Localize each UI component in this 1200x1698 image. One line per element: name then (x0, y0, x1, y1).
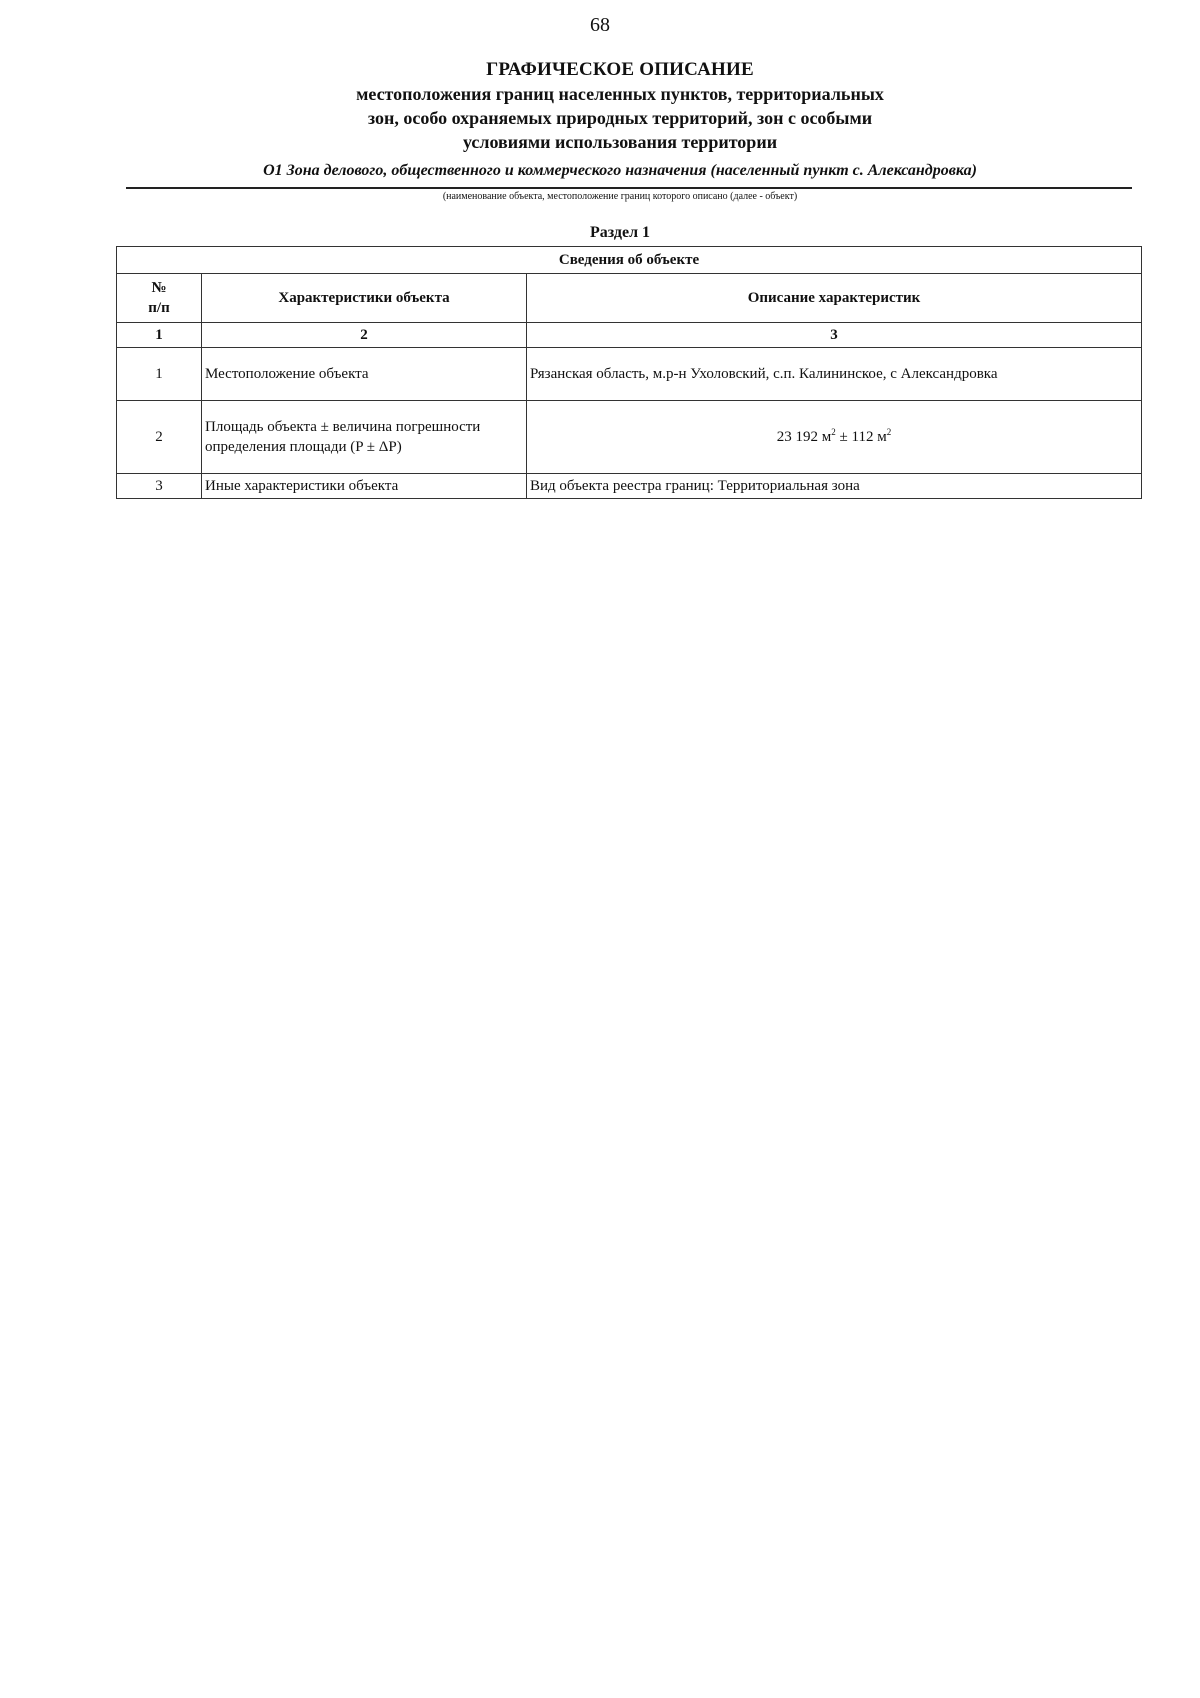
object-name: О1 Зона делового, общественного и коммерческого назначения (населенный пункт с. Александровка) (263, 162, 977, 179)
table-caption: Сведения об объекте (117, 247, 1142, 274)
error-unit-power: 2 (886, 427, 892, 437)
area-plus-minus: ± (835, 429, 852, 445)
row-number: 2 (117, 401, 202, 474)
object-caption: (наименование объекта, местоположение границ которого описано (далее - объект) (442, 191, 798, 202)
header-description: Описание характеристик (527, 274, 1142, 323)
title-block (120, 58, 1120, 154)
header-characteristics: Характеристики объекта (202, 274, 527, 323)
object-info-table (116, 246, 1142, 499)
row-characteristic: Иные характеристики объекта (202, 474, 527, 499)
document-subtitle-line-3: условиями использования территории (462, 132, 778, 152)
header-number-line-1: № (151, 280, 167, 296)
document-subtitle-line-2: зон, особо охраняемых природных территорий, зон с особыми (367, 108, 873, 128)
table-row (117, 474, 1142, 499)
header-number (117, 274, 202, 323)
column-number-1: 1 (117, 323, 202, 348)
row-characteristic: Площадь объекта ± величина погрешности определения площади (P ± ΔP) (202, 401, 527, 474)
row-number: 1 (117, 348, 202, 401)
page-number: 68 (590, 14, 610, 36)
section-title: Раздел 1 (589, 224, 651, 241)
area-value: 23 192 м (776, 429, 832, 445)
row-description: Рязанская область, м.р-н Ухоловский, с.п. Калининское, с Александровка (527, 348, 1142, 401)
table-header-row (117, 274, 1142, 323)
row-characteristic: Местоположение объекта (202, 348, 527, 401)
table-row (117, 401, 1142, 474)
area-unit-power: 2 (831, 427, 836, 437)
object-name-underline (126, 187, 1132, 189)
error-value: 112 м (851, 429, 887, 445)
column-number-3: 3 (527, 323, 1142, 348)
row-description: Вид объекта реестра границ: Территориальная зона (527, 474, 1142, 499)
row-number: 3 (117, 474, 202, 499)
column-number-2: 2 (202, 323, 527, 348)
header-number-line-2: п/п (148, 300, 170, 316)
table-caption-row (117, 247, 1142, 274)
document-subtitle-line-1: местоположения границ населенных пунктов, территориальных (356, 84, 884, 104)
row-description-area (527, 401, 1142, 474)
table-column-numbers-row (117, 323, 1142, 348)
document-title: ГРАФИЧЕСКОЕ ОПИСАНИЕ (486, 59, 754, 80)
table-row (117, 348, 1142, 401)
